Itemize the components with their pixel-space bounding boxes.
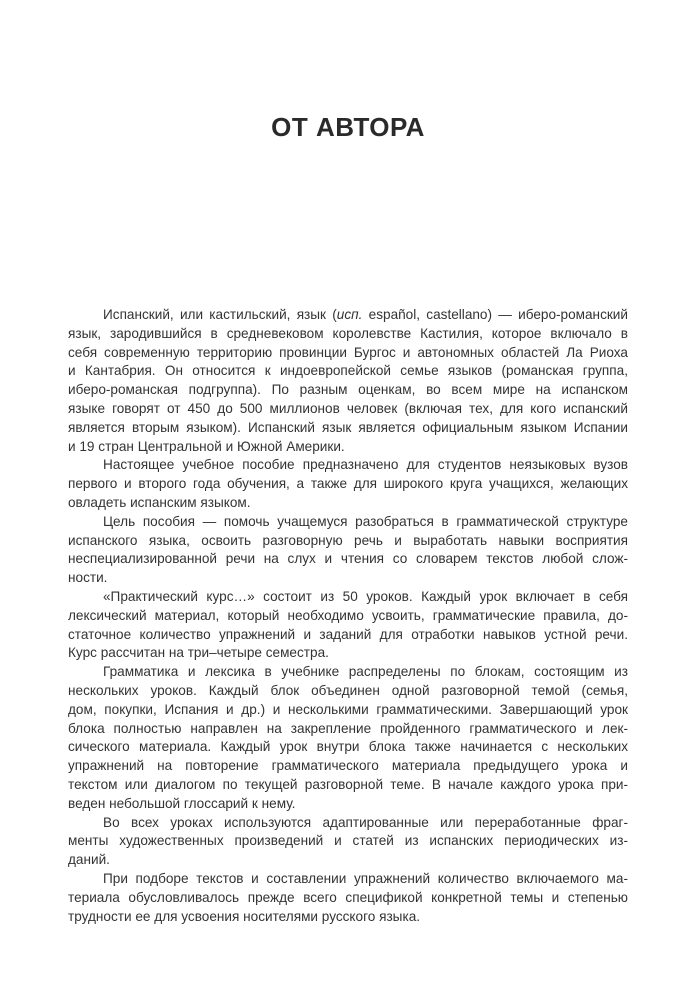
text-line: иберо-романская подгруппа). По разным оценкам, во всем мире на испанском xyxy=(68,382,628,398)
text-line: сического материала. Каждый урок внутри блока также начинается с нескольких xyxy=(68,739,628,755)
text-line: испанского языка, освоить разговорную речь и выработать навыки восприятия xyxy=(68,532,628,548)
text-line: овладеть испанским языком. xyxy=(68,494,251,510)
text-line: трудности ее для усвоения носителями русского языка. xyxy=(68,908,421,924)
paragraph xyxy=(68,870,628,926)
paragraph xyxy=(68,588,628,663)
text-line: статочное количество упражнений и заданий для отработки навыков устной речи. xyxy=(68,626,628,642)
text-line: является вторым языком). Испанский язык является официальным языком Испании xyxy=(68,419,628,435)
text-line: Курс рассчитан на три–четыре семестра. xyxy=(68,645,329,661)
paragraph xyxy=(68,306,628,456)
text-line: и 19 стран Центральной и Южной Америки. xyxy=(68,438,345,454)
text-line: Грамматика и лексика в учебнике распределены по блокам, состоящим из xyxy=(103,664,628,680)
text-line: веден небольшой глоссарий к нему. xyxy=(68,795,296,811)
text-line: ности. xyxy=(68,570,108,586)
text-line: териала обусловливалось прежде всего спецификой конкретной темы и степенью xyxy=(68,889,628,905)
text-line: Настоящее учебное пособие предназначено для студентов неязыковых вузов xyxy=(103,457,628,473)
text-line: текстом или диалогом по текущей разговорной теме. В начале каждого урока при- xyxy=(68,776,628,792)
text-line: Во всех уроках используются адаптированные или переработанные фраг- xyxy=(103,814,628,830)
text-line: языке говорят от 450 до 500 миллионов человек (включая тех, для кого испанский xyxy=(68,400,628,416)
page-title: ОТ АВТОРА xyxy=(271,112,425,142)
text-line: лексический материал, который необходимо усвоить, грамматические правила, до- xyxy=(68,607,628,623)
text-line: дом, покупки, Испания и др.) и несколькими грамматическими. Завершающий урок xyxy=(68,701,628,717)
text-line: и Кантабрия. Он относится к индоевропейской семье языков (романская группа, xyxy=(68,363,628,379)
text-line: При подборе текстов и составлении упражнений количество включаемого ма- xyxy=(103,870,628,886)
text-line: язык, зародившийся в средневековом королевстве Кастилия, которое включало в xyxy=(68,325,628,341)
paragraph xyxy=(68,814,628,870)
paragraph xyxy=(68,513,628,588)
text-line: себя современную территорию провинции Бургос и автономных областей Ла Риоха xyxy=(68,344,628,360)
text-line: менты художественных произведений и статей из испанских периодических из- xyxy=(68,833,628,849)
text-line: «Практический курс…» состоит из 50 уроков. Каждый урок включает в себя xyxy=(103,588,628,604)
text-line: Цель пособия — помочь учащемуся разобраться в грамматической структуре xyxy=(103,513,628,529)
text-line: даний. xyxy=(68,852,110,868)
text-line: первого и второго года обучения, а также для широкого круга учащихся, желающих xyxy=(68,476,628,492)
paragraph xyxy=(68,456,628,512)
body-text xyxy=(68,306,628,926)
text-line: неспециализированной речи на слух и чтения со словарем текстов любой слож- xyxy=(68,551,628,567)
paragraph xyxy=(68,663,628,813)
text-line: блока полностью направлен на закрепление пройденного грамматического и лек- xyxy=(68,720,628,736)
text-line: Испанский, или кастильский, язык (исп. español, castellano) — иберо-романский xyxy=(103,307,628,322)
text-line: нескольких уроков. Каждый блок объединен одной разговорной темой (семья, xyxy=(68,682,628,698)
text-line: упражнений на повторение грамматического материала предыдущего урока и xyxy=(68,758,628,774)
